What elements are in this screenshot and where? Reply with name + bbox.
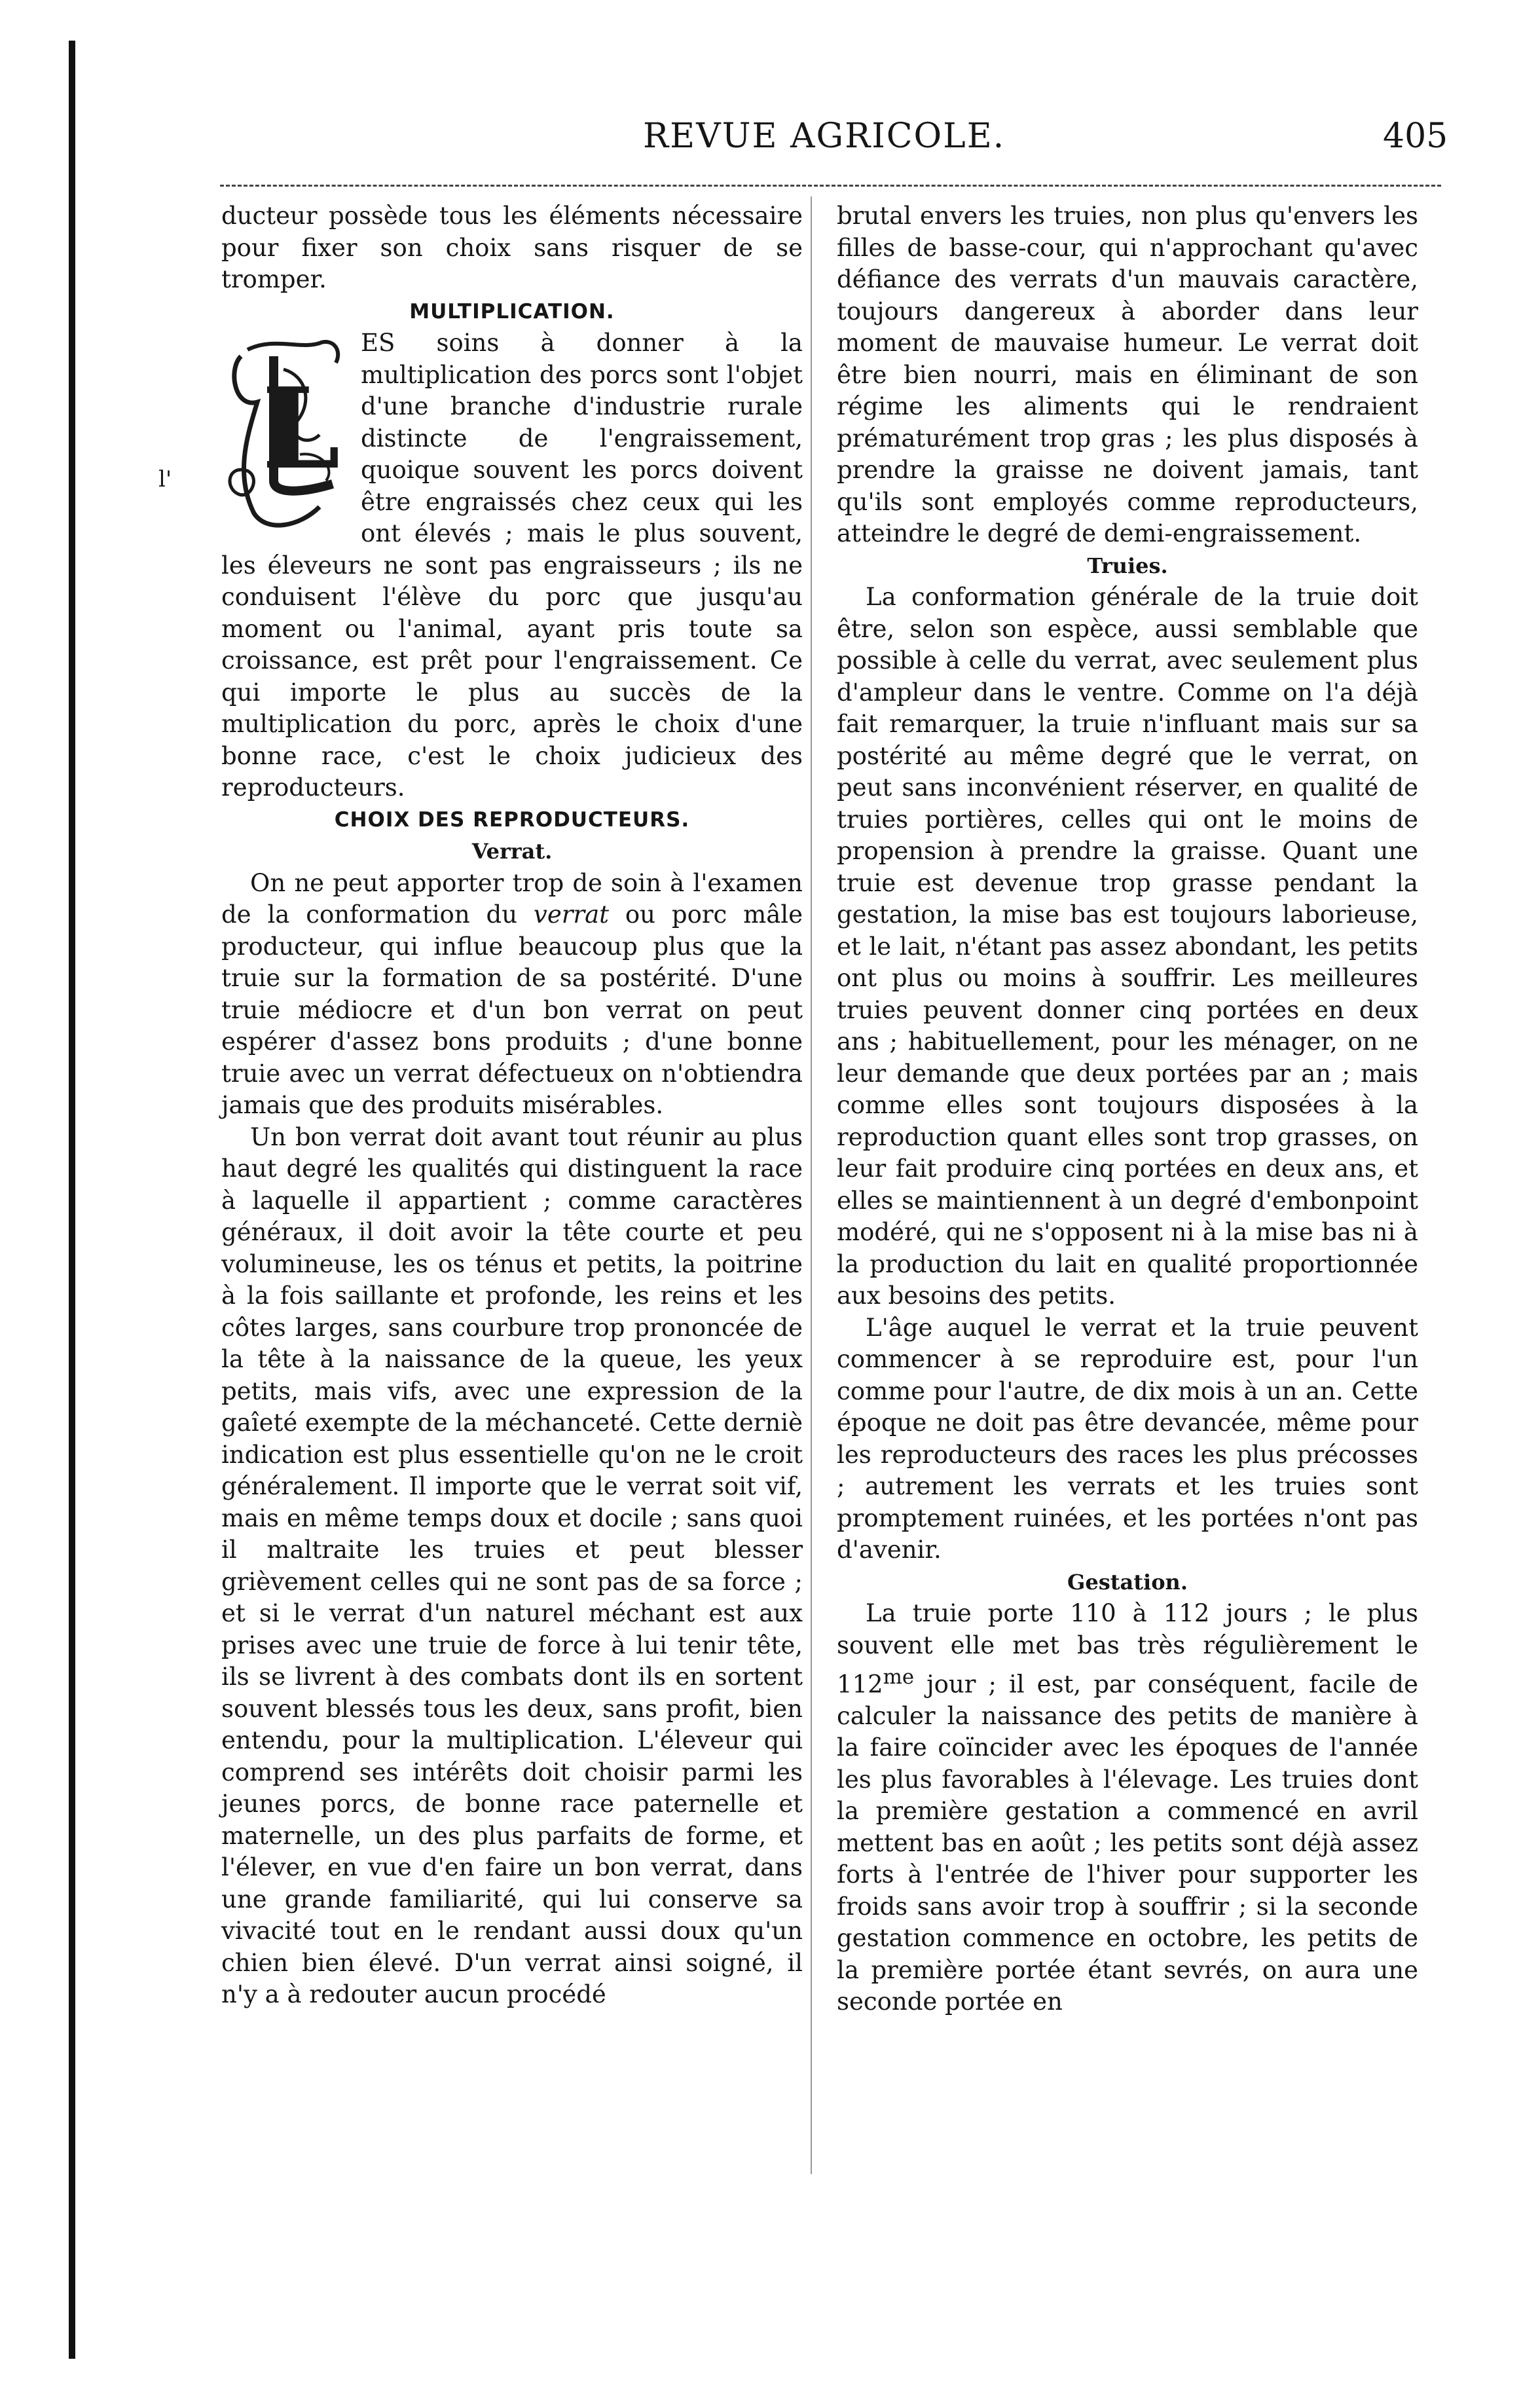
page-number: 405 xyxy=(1383,117,1448,156)
paragraph: L'âge auquel le verrat et la truie peuvent commencer à se reproduire est, pour l'un comme pour l'autre, de dix mois à un an. Cette époque ne doit pas être devancée, même pour les reproducteurs des races les plus précosses ; autrement les verrats et les truies sont promptement ruinées, et les portées n'ont pas d'avenir. xyxy=(837,1313,1418,1564)
ornamental-initial xyxy=(221,330,349,538)
subheading-truies: Truies. xyxy=(1087,553,1168,578)
superscript: me xyxy=(883,1665,915,1689)
left-column xyxy=(221,200,803,2011)
paragraph: Un bon verrat doit avant tout réunir au plus haut degré les qualités qui distinguent la race à laquelle il appartient ; comme caractères généraux, il doit avoir la tête courte et peu volumineuse, les os ténus et petits, la poitrine à la fois saillante et profonde, les reins et les côtes larges, sans courbure trop prononcée de la tête à la naissance de la queue, les yeux petits, mais vifs, avec une expression de la gaîeté exempte de la méchanceté. Cette derniè indication est plus essentielle qu'on ne le croit généralement. Il importe que le verrat soit vif, mais en même temps doux et docile ; sans quoi il maltraite les truies et peut blesser grièvement celles qui ne sont pas de sa force ; et si le verrat d'un naturel méchant est aux prises avec une truie de force à lui tenir tête, ils se livrent à des combats dont ils en sortent souvent blessés tous les deux, sans profit, bien entendu, pour la multiplication. L'éleveur qui comprend ses intérêts doit choisir parmi les jeunes porcs, de bonne race paternelle et maternelle, un des plus parfaits de forme, et l'élever, en vue d'en faire un bon verrat, dans une grande familiarité, qui lui conserve sa vivacité tout en le rendant aussi doux qu'un chien bien élevé. D'un verrat ainsi soigné, il n'y a à redouter aucun procédé xyxy=(221,1122,803,2008)
paragraph: La conformation générale de la truie doit être, selon son espèce, aussi semblable que possible à celle du verrat, avec seulement plus d'ampleur dans le ventre. Comme on l'a déjà fait remarquer, la truie n'influant mais sur sa postérité au même degré que le verrat, on peut sans inconvénient réserver, en qualité de truies portières, celles qui ont le moins de propension à prendre la graisse. Quant une truie est devenue trop grasse pendant la gestation, la mise bas est toujours laborieuse, et le lait, n'étant pas assez abondant, les petits ont plus ou moins à souffrir. Les meilleures truies peuvent donner cinq portées en deux ans ; habituellement, pour les ménager, on ne leur demande que deux portées par an ; mais comme elles sont toujours disposées à la reproduction quant elles sont trop grasses, on leur fait produire cinq portées en deux ans, et elles se maintiennent à un degré d'embonpoint modéré, qui ne s'opposent ni à la mise bas ni à la production du lait en qualité proportionnée aux besoins des petits. xyxy=(837,583,1418,1310)
subheading-gestation: Gestation. xyxy=(1067,1569,1188,1595)
text-run: jour ; il est, par conséquent, facile de calculer la naissance des petits de manière à la faire coïncider avec les époques de l'année les plus favorables à l'élevage. Les truies dont la première gestation a commencé en avril mettent bas en août ; les petits sont déjà assez forts à l'entrée de l'hiver pour supporter les froids sans avoir trop à souffrir ; si la seconde gestation commence en octobre, les petits de la première portée étant sevrés, on aura une seconde portée en xyxy=(837,1670,1418,2016)
paragraph xyxy=(837,1598,1418,2018)
italic-term: verrat xyxy=(533,900,610,929)
section-heading-multiplication: MULTIPLICATION. xyxy=(409,299,615,323)
text-run: ou porc mâle producteur, qui influe beaucoup plus que la truie sur la formation de sa postérité. D'une truie médiocre et d'un bon verrat on peut espérer d'assez bons produits ; d'une bonne truie avec un verrat défectueux on n'obtiendra jamais que des produits misérables. xyxy=(221,900,803,1119)
margin-mark: l' xyxy=(158,466,172,492)
paragraph-text: ES soins à donner à la multiplication des porcs sont l'objet d'une branche d'industrie rurale distincte de l'engraissement, quoique souvent les porcs doivent être engraissés chez ceux qui les ont élevés ; mais le plus souvent, les éleveurs ne sont pas engraisseurs ; ils ne conduisent l'élève du porc que jusqu'au moment ou l'animal, ayant pris toute sa croissance, est prêt pour l'engraissement. Ce qui importe le plus au succès de la multiplication du porc, après le choix d'une bonne race, c'est le choix judicieux des reproducteurs. xyxy=(221,329,803,802)
header-rule xyxy=(220,185,1441,187)
right-column xyxy=(837,200,1418,2018)
paragraph: ducteur possède tous les éléments nécessaire pour fixer son choix sans risquer de se tromper. xyxy=(221,202,803,293)
text-run: La truie porte 110 à 112 jours ; le plus souvent elle met bas très régulièrement le 112 xyxy=(837,1599,1418,1699)
running-title: REVUE AGRICOLE. xyxy=(643,117,1006,156)
paragraph xyxy=(221,327,803,804)
page-header xyxy=(0,117,1540,162)
section-heading-choix: CHOIX DES REPRODUCTEURS. xyxy=(334,807,690,832)
subheading-verrat: Verrat. xyxy=(471,839,553,864)
text-run: On ne peut apporter trop de soin à l'examen de la conformation du xyxy=(221,868,803,929)
paragraph: brutal envers les truies, non plus qu'envers les filles de basse-cour, qui n'approchant qu'avec défiance des verrats d'un mauvais caractère, toujours dangereux à aborder dans leur moment de mauvaise humeur. Le verrat doit être bien nourri, mais en éliminant de son régime les aliments qui le rendraient prématurément trop gras ; les plus disposés à prendre la graisse ne doivent jamais, tant qu'ils sont employés comme reproducteurs, atteindre le degré de demi-engraissement. xyxy=(837,202,1418,547)
dropcap-letter: L xyxy=(262,363,340,494)
ornamental-initial-l-icon xyxy=(221,330,349,538)
column-divider xyxy=(811,196,812,2174)
paragraph xyxy=(221,868,803,1122)
page-binding-edge xyxy=(69,41,75,2359)
